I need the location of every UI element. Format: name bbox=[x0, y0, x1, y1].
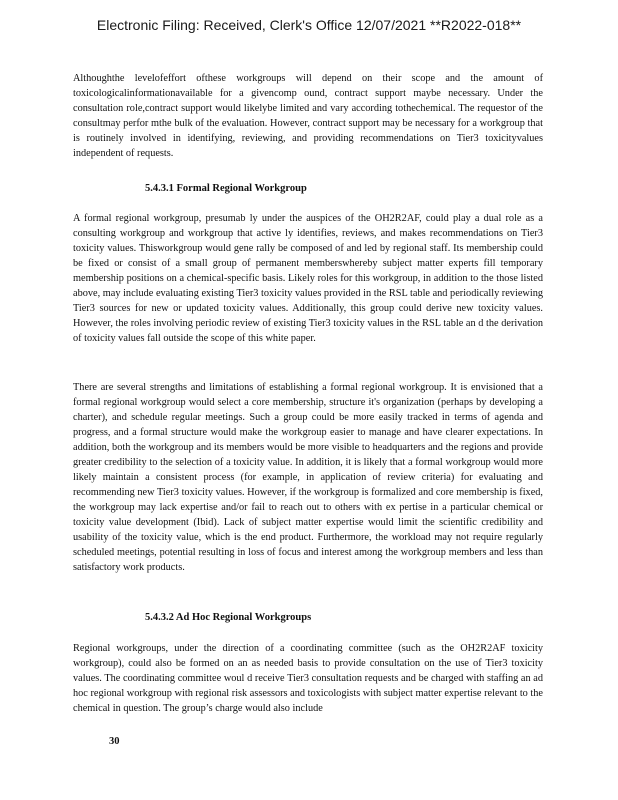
paragraph-ad-hoc-workgroups: Regional workgroups, under the direction of a coordinating committee (such as the OH2R2AF toxicity workgroup), could also be formed on an as needed basis to provide consultation on the use of Tier3 toxicity values. The coordinating committee woul d receive Tier3 consultation requests and be charged with staffing an ad hoc regional workgroup with regional risk assessors and toxicologists with subject matter expertise relevant to the chemical in question. The group’s charge would also include bbox=[73, 643, 543, 714]
heading-formal-regional-workgroup: 5.4.3.1 Formal Regional Workgroup bbox=[145, 183, 307, 194]
paragraph-formal-workgroup-role: A formal regional workgroup, presumab ly under the auspices of the OH2R2AF, could play a dual role as a consulting workgroup and workgroup that active ly identifies, reviews, and makes recommendations on Tier3 toxicity values. Thisworkgroup would gene rally be composed of and led by regional staff. Its membership could be fixed or consist of a small group of permanent memberswhereby subject matter experts fill temporary membership positions on a chemical-specific basis. Likely roles for this workgroup, in addition to the those listed above, may include evaluating existing Tier3 toxicity values provided in the RSL table and periodically reviewing Tier3 sources for new or updated toxicity values. Additionally, this group could derive new toxicity values. However, the roles involving periodic review of existing Tier3 toxicity values in the RSL table an d the derivation of toxicity values fall outside the scope of this white paper. bbox=[73, 213, 543, 344]
filing-stamp-header: Electronic Filing: Received, Clerk's Office 12/07/2021 **R2022-018** bbox=[96, 17, 522, 33]
paragraph-workgroup-effort: Althoughthe levelofeffort ofthese workgroups will depend on their scope and the amount of toxicologicalinformationavailable for a givencomp ound, contract support maybe necessary. Under the consultation role,contract support would likelybe limited and vary according tothechemical. The requestor of the consultmay perfor mthe bulk of the evaluation. However, contract support may be necessary for a workgroup that is routinely involved in identifying, reviewing, and providing recommendations on Tier3 toxicityvalues independent of requests. bbox=[73, 73, 543, 159]
paragraph-strengths-limitations: There are several strengths and limitations of establishing a formal regional workgroup. It is envisioned that a formal regional workgroup would select a core membership, structure it's organization (perhaps by developing a charter), and schedule regular meetings. Such a group could be more easily tracked in terms of agenda and progress, and a formal structure would make the workgroup easier to manage and have clearer expectations. In addition, both the workgroup and its members would be more visible to headquarters and the regions and provide greater credibility to the selection of a toxicity value. In addition, it is likely that a formal workgroup would more likely maintain a consistent process (for example, in application of review criteria) for evaluating and recommending new Tier3 toxicity values. However, if the workgroup is formalized and core membership is fixed, the workgroup may lack expertise and/or fail to reach out to others with ex pertise in a particular chemical or toxicity value development (Ibid). Lack of subject matter expertise would limit the scientific credibility and usability of the toxicity value, which is the end product. Furthermore, the workload may not require regularly scheduled meetings, potential resulting in loss of focus and interest among the workgroup members and less than satisfactory work products. bbox=[73, 382, 543, 573]
heading-ad-hoc-regional-workgroups: 5.4.3.2 Ad Hoc Regional Workgroups bbox=[145, 612, 312, 623]
page-number: 30 bbox=[109, 736, 120, 747]
